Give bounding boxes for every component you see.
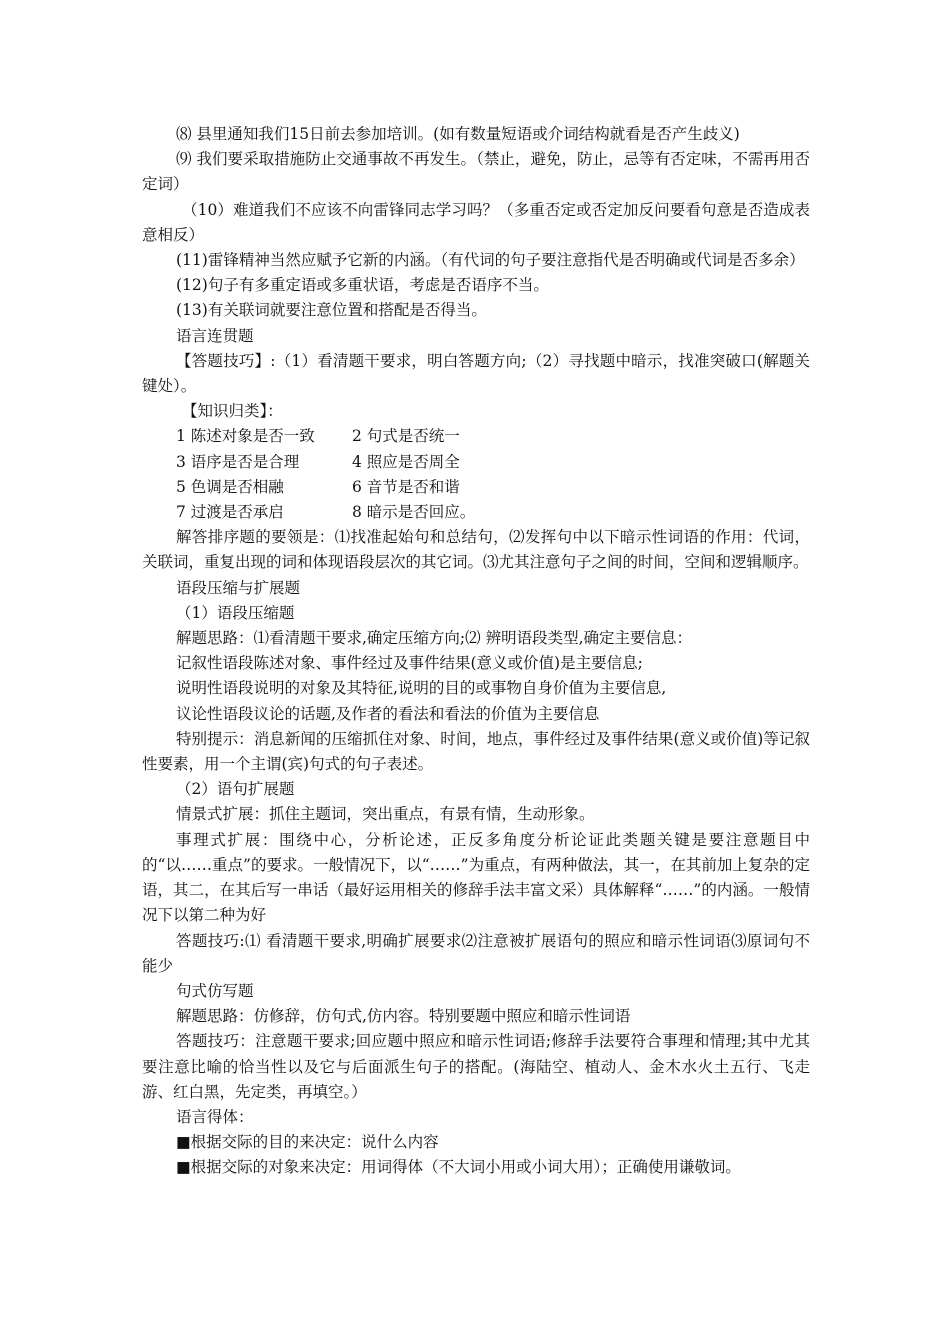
knowledge-heading: 【知识归类】： <box>182 402 283 421</box>
appropriateness-bullet: ■根据交际的对象来决定：用词得体（不大词小用或小词大用）；正确使用谦敬词。 <box>176 1158 741 1177</box>
knowledge-item: 3 语序是否是合理 <box>176 452 300 471</box>
compress-approach: 解题思路：⑴看清题干要求,确定压缩方向;⑵ 辨明语段类型,确定主要信息： <box>176 629 693 648</box>
knowledge-item: 7 过渡是否承启 <box>176 503 284 522</box>
knowledge-item: 1 陈述对象是否一致 <box>176 427 315 446</box>
paragraph-item-9: ⑼ 我们要采取措施防止交通事故不再发生。（禁止，避免，防止，忌等有否定味，不需再用否定词） <box>142 150 810 194</box>
appropriateness-bullet: ■根据交际的目的来决定：说什么内容 <box>176 1133 439 1152</box>
paragraph-item-12: (12)句子有多重定语或多重状语，考虑是否语序不当。 <box>176 276 549 295</box>
special-note: 特别提示：消息新闻的压缩抓住对象、时间，地点，事件经过及事件结果(意义或价值)等记叙性要素，用一个主谓(宾)句式的句子表述。 <box>142 729 810 774</box>
knowledge-row <box>142 500 810 525</box>
knowledge-item: 8 暗示是否回应。 <box>352 503 476 522</box>
imitation-approach: 解题思路：仿修辞，仿句式,仿内容。特别要题中照应和暗示性词语 <box>176 1007 631 1026</box>
section-heading-appropriateness: 语言得体： <box>176 1107 254 1126</box>
section-heading-compress-expand: 语段压缩与扩展题 <box>176 578 301 597</box>
ordering-tips-paragraph: 解答排序题的要领是：⑴找准起始句和总结句，⑵发挥句中以下暗示性词语的作用：代词，关联词，重复出现的词和体现语段层次的其它词。⑶尤其注意句子之间的时间，空间和逻辑顺序。 <box>142 528 810 572</box>
knowledge-item: 2 句式是否统一 <box>352 427 460 446</box>
expository-info: 说明性语段说明的对象及其特征,说明的目的或事物自身价值为主要信息, <box>176 679 667 698</box>
knowledge-row <box>142 450 810 475</box>
reasoning-expansion: 事理式扩展：围绕中心，分析论述，正反多角度分析论证此类题关键是要注意题目中的“以……重点”的要求。一般情况下，以“……”为重点，有两种做法，其一，在其前加上复杂的定语，其二，在其后写一串话（最好运用相关的修辞手法丰富文采）具体解释“……”的内涵。一般情况下以第二种为好 <box>142 830 810 925</box>
narrative-info: 记叙性语段陈述对象、事件经过及事件结果(意义或价值)是主要信息; <box>176 654 643 673</box>
argumentative-info: 议论性语段议论的话题,及作者的看法和看法的价值为主要信息 <box>176 704 600 723</box>
paragraph-item-8: ⑻ 县里通知我们15日前去参加培训。(如有数量短语或介词结构就看是否产生歧义) <box>176 125 740 143</box>
paragraph-item-10: （10）难道我们不应该不向雷锋同志学习吗？（多重否定或否定加反问要看句意是否造成表意相反） <box>142 200 810 244</box>
knowledge-item: 4 照应是否周全 <box>352 452 460 471</box>
paragraph-item-13: (13)有关联词就要注意位置和搭配是否得当。 <box>176 301 487 320</box>
knowledge-item: 5 色调是否相融 <box>176 477 284 496</box>
document-body <box>142 122 810 1181</box>
section-heading-imitation: 句式仿写题 <box>176 981 254 1000</box>
knowledge-item: 6 音节是否和谐 <box>352 477 460 496</box>
subheading-expand: （2）语句扩展题 <box>176 780 295 799</box>
scene-expansion: 情景式扩展：抓住主题词，突出重点，有景有情，生动形象。 <box>176 805 595 824</box>
section-heading-coherence: 语言连贯题 <box>176 326 254 345</box>
imitation-answer-tips: 答题技巧：注意题干要求;回应题中照应和暗示性词语;修辞手法要符合事理和情理;其中尤其要注意比喻的恰当性以及它与后面派生句子的搭配。(海陆空、植动人、金木水火土五行、飞走游、红白黑，先定类，再填空。） <box>142 1032 810 1101</box>
subheading-compress: （1）语段压缩题 <box>176 603 295 622</box>
knowledge-row <box>142 475 810 500</box>
answer-tips-paragraph: 【答题技巧】:（1）看清题干要求，明白答题方向;（2）寻找题中暗示，找准突破口(解题关键处）。 <box>142 351 810 396</box>
knowledge-row <box>142 424 810 449</box>
expand-answer-tips: 答题技巧:⑴ 看清题干要求,明确扩展要求⑵注意被扩展语句的照应和暗示性词语⑶原词句不能少 <box>142 931 810 975</box>
paragraph-item-11: (11)雷锋精神当然应赋予它新的内涵。（有代词的句子要注意指代是否明确或代词是否多余） <box>176 251 805 270</box>
